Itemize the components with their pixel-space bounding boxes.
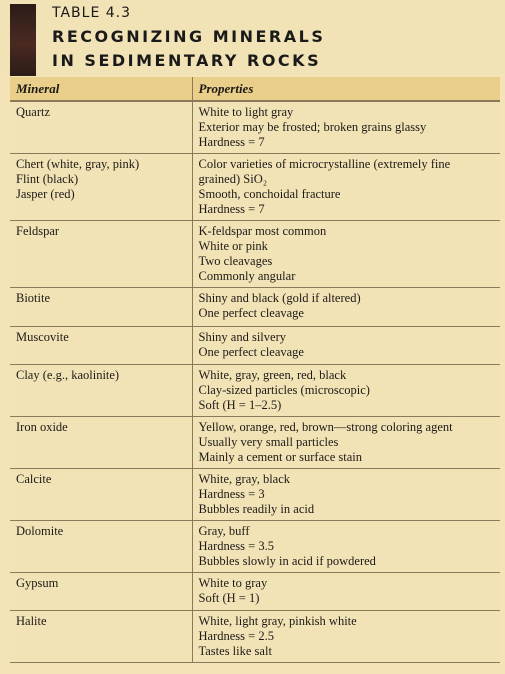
mineral-cell bbox=[10, 365, 192, 417]
mineral-name: Quartz bbox=[16, 105, 51, 119]
column-header-mineral: Mineral bbox=[10, 77, 192, 101]
mineral-cell bbox=[10, 221, 192, 288]
mineral-cell bbox=[10, 469, 192, 521]
property-line: Bubbles readily in acid bbox=[198, 502, 315, 516]
mineral-cell bbox=[10, 573, 192, 611]
table-row bbox=[10, 573, 500, 611]
property-line: Hardness = 7 bbox=[198, 135, 265, 149]
property-line: Soft (H = 1–2.5) bbox=[198, 398, 282, 412]
column-header-properties: Properties bbox=[192, 77, 500, 101]
property-line: Shiny and silvery bbox=[198, 330, 286, 344]
property-line: One perfect cleavage bbox=[198, 306, 304, 320]
property-line: Hardness = 3.5 bbox=[198, 539, 274, 553]
property-line: Mainly a cement or surface stain bbox=[198, 450, 362, 464]
mineral-name: Dolomite bbox=[16, 524, 64, 538]
property-line: Color varieties of microcrystalline (extremely fine bbox=[198, 157, 451, 171]
property-line: Soft (H = 1) bbox=[198, 591, 260, 605]
property-line: Smooth, conchoidal fracture bbox=[198, 187, 341, 201]
mineral-name: Biotite bbox=[16, 291, 51, 305]
properties-cell bbox=[192, 521, 500, 573]
mineral-name: Muscovite bbox=[16, 330, 69, 344]
table-header-row bbox=[10, 77, 500, 101]
table-body bbox=[10, 101, 500, 663]
mineral-cell bbox=[10, 521, 192, 573]
properties-cell bbox=[192, 101, 500, 154]
property-line: grained) SiO₂ bbox=[198, 172, 268, 186]
property-line: Shiny and black (gold if altered) bbox=[198, 291, 361, 305]
table-row bbox=[10, 288, 500, 327]
property-line: Clay-sized particles (microscopic) bbox=[198, 383, 370, 397]
table-number: TABLE 4.3 bbox=[52, 5, 132, 21]
mineral-name: Flint (black) bbox=[16, 172, 79, 186]
table-row bbox=[10, 327, 500, 365]
decorative-stripe bbox=[10, 4, 36, 76]
properties-cell bbox=[192, 417, 500, 469]
property-line: Commonly angular bbox=[198, 269, 296, 283]
property-line: One perfect cleavage bbox=[198, 345, 304, 359]
property-line: Gray, buff bbox=[198, 524, 250, 538]
mineral-name: Iron oxide bbox=[16, 420, 68, 434]
properties-cell bbox=[192, 611, 500, 663]
property-line: Hardness = 3 bbox=[198, 487, 265, 501]
property-line: Tastes like salt bbox=[198, 644, 272, 658]
mineral-name: Calcite bbox=[16, 472, 52, 486]
mineral-name: Halite bbox=[16, 614, 47, 628]
properties-cell bbox=[192, 288, 500, 327]
property-line: Usually very small particles bbox=[198, 435, 339, 449]
table-row bbox=[10, 221, 500, 288]
property-line: White to gray bbox=[198, 576, 268, 590]
table-row bbox=[10, 521, 500, 573]
property-line: White to light gray bbox=[198, 105, 294, 119]
mineral-cell bbox=[10, 327, 192, 365]
property-line: White, gray, black bbox=[198, 472, 291, 486]
mineral-name: Clay (e.g., kaolinite) bbox=[16, 368, 120, 382]
mineral-name: Gypsum bbox=[16, 576, 59, 590]
table-row bbox=[10, 611, 500, 663]
mineral-cell bbox=[10, 288, 192, 327]
property-line: Yellow, orange, red, brown—strong coloring agent bbox=[198, 420, 453, 434]
property-line: K-feldspar most common bbox=[198, 224, 327, 238]
properties-cell bbox=[192, 327, 500, 365]
mineral-cell bbox=[10, 101, 192, 154]
mineral-name: Feldspar bbox=[16, 224, 60, 238]
table-row bbox=[10, 417, 500, 469]
table-row bbox=[10, 154, 500, 221]
properties-cell bbox=[192, 365, 500, 417]
table-title-line1: RECOGNIZING MINERALS bbox=[52, 27, 326, 46]
property-line: White, gray, green, red, black bbox=[198, 368, 347, 382]
mineral-cell bbox=[10, 417, 192, 469]
property-line: Bubbles slowly in acid if powdered bbox=[198, 554, 376, 568]
table-row bbox=[10, 469, 500, 521]
table-header bbox=[0, 0, 505, 74]
property-line: Hardness = 2.5 bbox=[198, 629, 274, 643]
mineral-name: Jasper (red) bbox=[16, 187, 75, 201]
properties-cell bbox=[192, 221, 500, 288]
table-row bbox=[10, 101, 500, 154]
minerals-table bbox=[10, 77, 500, 663]
properties-cell bbox=[192, 573, 500, 611]
mineral-cell bbox=[10, 611, 192, 663]
mineral-cell bbox=[10, 154, 192, 221]
properties-cell bbox=[192, 154, 500, 221]
property-line: Hardness = 7 bbox=[198, 202, 265, 216]
table-row bbox=[10, 365, 500, 417]
table-title-line2: IN SEDIMENTARY ROCKS bbox=[52, 51, 322, 70]
mineral-name: Chert (white, gray, pink) bbox=[16, 157, 140, 171]
property-line: Two cleavages bbox=[198, 254, 273, 268]
properties-cell bbox=[192, 469, 500, 521]
property-line: Exterior may be frosted; broken grains glassy bbox=[198, 120, 427, 134]
property-line: White, light gray, pinkish white bbox=[198, 614, 357, 628]
property-line: White or pink bbox=[198, 239, 268, 253]
